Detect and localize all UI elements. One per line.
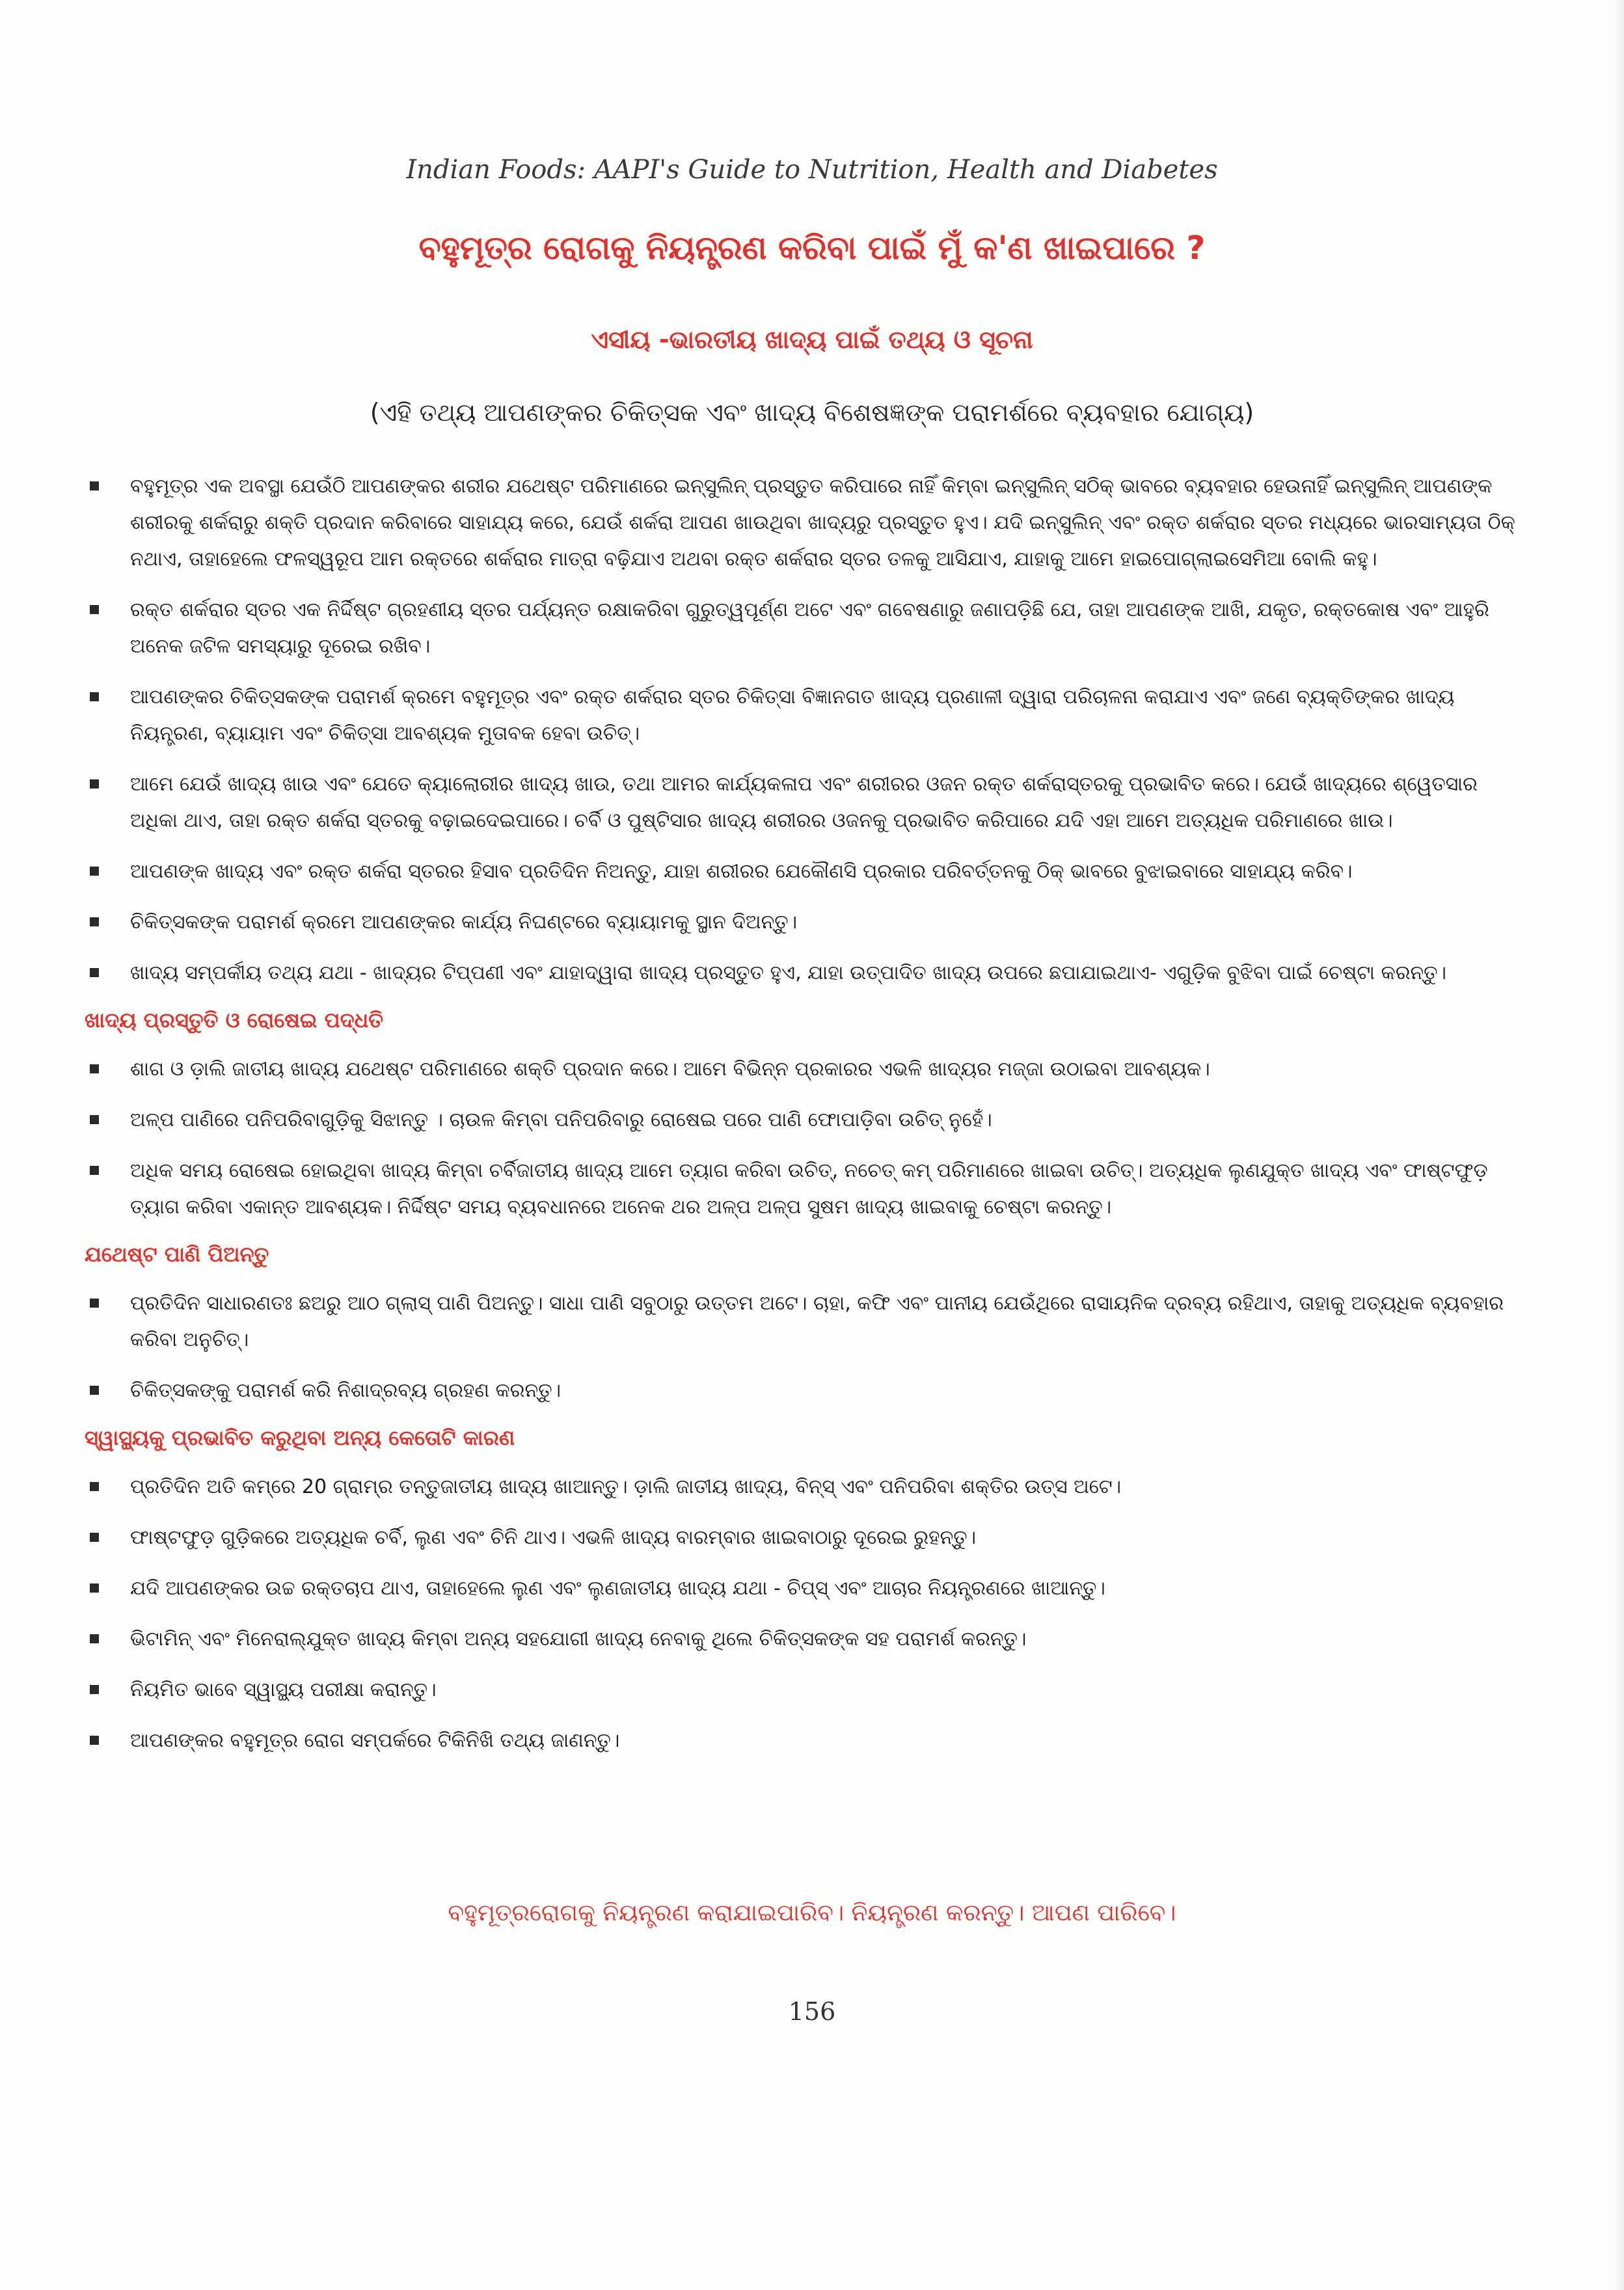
bullet-icon: [90, 968, 99, 977]
list-item: [85, 1373, 1522, 1409]
bullet-icon: [90, 1685, 99, 1694]
bullet-icon: [90, 1064, 99, 1073]
list-item: [85, 1672, 1522, 1708]
bullet-icon: [90, 605, 99, 614]
list-item: [85, 1051, 1522, 1088]
bullet-icon: [90, 1583, 99, 1593]
list-item-text: ଯଦି ଆପଣଙ୍କର ଉଚ୍ଚ ରକ୍ତଚାପ ଥାଏ, ତାହାହେଲେ ଲୁଣ ଏବଂ ଲୁଣଜାତୀୟ ଖାଦ୍ୟ ଯଥା - ଚିପ୍‌ସ୍ ଏବଂ ଆଚାର ନିୟନ୍ତ୍ରଣରେ ଖାଆନ୍ତୁ।: [130, 1577, 1105, 1600]
list-item-text: ଚିକିତ୍ସକଙ୍କୁ ପରାମର୍ଶ କରି ନିଶାଦ୍ରବ୍ୟ ଗ୍ରହଣ କରନ୍ତୁ।: [130, 1379, 562, 1402]
list-item-text: ଆପଣଙ୍କର ବହୁମୂତ୍ର ରୋଗ ସମ୍ପର୍କରେ ଟିକିନିଖି ତଥ୍ୟ ଜାଣନ୍ତୁ।: [130, 1729, 620, 1752]
bullet-icon: [90, 917, 99, 926]
section-heading: ଯଥେଷ୍ଟ ପାଣି ପିଅନ୍ତୁ: [85, 1242, 269, 1267]
page-subtitle: ଏସୀୟ -ଭାରତୀୟ ଖାଦ୍ୟ ପାଇଁ ତଥ୍ୟ ଓ ସୂଚନା: [591, 325, 1033, 354]
list-item: [85, 766, 1522, 839]
list-item-text: ଫାଷ୍ଟଫୁଡ଼ ଗୁଡ଼ିକରେ ଅତ୍ୟଧିକ ଚର୍ବି, ଲୁଣ ଏବଂ ଚିନି ଥାଏ। ଏଭଳି ଖାଦ୍ୟ ବାରମ୍ବାର ଖାଇବାଠାରୁ ଦୂରେଇ ରୁହନ୍ତୁ।: [130, 1526, 977, 1549]
bullet-icon: [90, 867, 99, 876]
list-item-text: ଶାଗ ଓ ଡ଼ାଲି ଜାତୀୟ ଖାଦ୍ୟ ଯଥେଷ୍ଟ ପରିମାଣରେ ଶକ୍ତି ପ୍ରଦାନ କରେ। ଆମେ ବିଭିନ୍ନ ପ୍ରକାରର ଏଭଳି ଖାଦ୍ୟର ମଜ୍ଜା ଉଠାଇବା ଆବଶ୍ୟକ।: [130, 1058, 1210, 1081]
list-item-text: ଆପଣଙ୍କର ଚିକିତ୍ସକଙ୍କ ପରାମର୍ଶ କ୍ରମେ ବହୁମୂତ୍ର ଏବଂ ରକ୍ତ ଶର୍କରାର ସ୍ତର ଚିକିତ୍ସା ବିଜ୍ଞାନଗତ ଖାଦ୍ୟ ପ୍ରଣାଳୀ ଦ୍ୱାରା ପରିଚାଳନା କରାଯାଏ ଏବଂ ଜଣେ ବ୍ୟକ୍ତିଙ୍କର ଖାଦ୍ୟ ନିୟନ୍ତ୍ରଣ, ବ୍ୟାୟାମ ଏବଂ ଚିକିତ୍ସା ଆବଶ୍ୟକ ମୁତାବକ ହେବା ଉଚିତ୍।: [130, 686, 1455, 745]
bullet-icon: [90, 1482, 99, 1491]
footer-slogan: ବହୁମୂତ୍ରରୋଗକୁ ନିୟନ୍ତ୍ରଣ କରାଯାଇପାରିବ। ନିୟନ୍ତ୍ରଣ କରନ୍ତୁ। ଆପଣ ପାରିବେ।: [448, 1900, 1176, 1926]
page-number: 156: [788, 1997, 836, 2026]
list-item-text: ଚିକିତ୍ସକଙ୍କ ପରାମର୍ଶ କ୍ରମେ ଆପଣଙ୍କର କାର୍ଯ୍ୟ ନିଘଣ୍ଟରେ ବ୍ୟାୟାମକୁ ସ୍ଥାନ ଦିଅନ୍ତୁ।: [130, 911, 798, 934]
list-item: [85, 1102, 1522, 1138]
list-item: [85, 1153, 1522, 1226]
list-item-text: ରକ୍ତ ଶର୍କରାର ସ୍ତର ଏକ ନିର୍ଦ୍ଦିଷ୍ଟ ଗ୍ରହଣୀୟ ସ୍ତର ପର୍ଯ୍ୟନ୍ତ ରକ୍ଷାକରିବା ଗୁରୁତ୍ୱପୂର୍ଣ୍ଣ ଅଟେ ଏବଂ ଗବେଷଣାରୁ ଜଣାପଡ଼ିଛି ଯେ, ତାହା ଆପଣଙ୍କ ଆଖି, ଯକୃତ, ରକ୍ତକୋଷ ଏବଂ ଆହୁରି ଅନେକ ଜଟିଳ ସମସ୍ୟାରୁ ଦୂରେଇ ରଖିବ।: [130, 599, 1489, 658]
list-item: [85, 1469, 1522, 1505]
list-item-text: ଆମେ ଯେଉଁ ଖାଦ୍ୟ ଖାଉ ଏବଂ ଯେତେ କ୍ୟାଲୋରୀର ଖାଦ୍ୟ ଖାଉ, ତଥା ଆମର କାର୍ଯ୍ୟକଳାପ ଏବଂ ଶରୀରର ଓଜନ ରକ୍ତ ଶର୍କରାସ୍ତରକୁ ପ୍ରଭାବିତ କରେ। ଯେଉଁ ଖାଦ୍ୟରେ ଶ୍ୱେତସାର ଅଧିକା ଥାଏ, ତାହା ରକ୍ତ ଶର୍କରା ସ୍ତରକୁ ବଢ଼ାଇଦେଇପାରେ। ଚର୍ବି ଓ ପୁଷ୍ଟିସାର ଖାଦ୍ୟ ଶରୀରର ଓଜନକୁ ପ୍ରଭାବିତ କରିପାରେ ଯଦି ଏହା ଆମେ ଅତ୍ୟଧିକ ପରିମାଣରେ ଖାଉ।: [130, 773, 1478, 832]
bullet-icon: [90, 779, 99, 788]
running-header: Indian Foods: AAPI's Guide to Nutrition, Health and Diabetes: [406, 155, 1218, 185]
bullet-icon: [90, 1299, 99, 1308]
list-item: [85, 1286, 1522, 1358]
list-item: [85, 854, 1522, 890]
bullet-icon: [90, 1386, 99, 1395]
list-item-text: ଖାଦ୍ୟ ସମ୍ପର୍କୀୟ ତଥ୍ୟ ଯଥା - ଖାଦ୍ୟର ଟିପ୍ପଣୀ ଏବଂ ଯାହାଦ୍ୱାରା ଖାଦ୍ୟ ପ୍ରସ୍ତୁତ ହୁଏ, ଯାହା ଉତ୍ପାଦିତ ଖାଦ୍ୟ ଉପରେ ଛପାଯାଇଥାଏ- ଏଗୁଡ଼ିକ ବୁଝିବା ପାଇଁ ଚେଷ୍ଟା କରନ୍ତୁ।: [130, 962, 1447, 984]
bullet-icon: [90, 1115, 99, 1124]
content-body: [85, 468, 1522, 1773]
list-item-text: ନିୟମିତ ଭାବେ ସ୍ୱାସ୍ଥ୍ୟ ପରୀକ୍ଷା କରାନ୍ତୁ।: [130, 1678, 437, 1701]
bullet-icon: [90, 1533, 99, 1542]
list-item-text: ପ୍ରତିଦିନ ସାଧାରଣତଃ ଛଅରୁ ଆଠ ଗ୍ଲାସ୍ ପାଣି ପିଅନ୍ତୁ। ସାଧା ପାଣି ସବୁଠାରୁ ଉତ୍ତମ ଅଟେ। ଚାହା, କଫି ଏବଂ ପାନୀୟ ଯେଉଁଥିରେ ରାସାୟନିକ ଦ୍ରବ୍ୟ ରହିଥାଏ, ତାହାକୁ ଅତ୍ୟଧିକ ବ୍ୟବହାର କରିବା ଅନୁଚିତ୍।: [130, 1292, 1504, 1351]
section-heading: ସ୍ୱାସ୍ଥ୍ୟକୁ ପ୍ରଭାବିତ କରୁଥିବା ଅନ୍ୟ କେତୋଟି କାରଣ: [85, 1425, 515, 1450]
page-title: ବହୁମୂତ୍ର ରୋଗକୁ ନିୟନ୍ତ୍ରଣ କରିବା ପାଇଁ ମୁଁ କ'ଣ ଖାଇପାରେ ?: [418, 229, 1206, 267]
list-item-text: ଅଧିକ ସମୟ ରୋଷେଇ ହୋଇଥିବା ଖାଦ୍ୟ କିମ୍ବା ଚର୍ବିଜାତୀୟ ଖାଦ୍ୟ ଆମେ ତ୍ୟାଗ କରିବା ଉଚିତ୍, ନଚେତ୍ କମ୍ ପରିମାଣରେ ଖାଇବା ଉଚିତ୍। ଅତ୍ୟଧିକ ଲୁଣଯୁକ୍ତ ଖାଦ୍ୟ ଏବଂ ଫାଷ୍ଟଫୁଡ଼ ତ୍ୟାଗ କରିବା ଏକାନ୍ତ ଆବଶ୍ୟକ। ନିର୍ଦ୍ଦିଷ୍ଟ ସମୟ ବ୍ୟବଧାନରେ ଅନେକ ଥର ଅଳ୍ପ ଅଳ୍ପ ସୁଷମ ଖାଦ୍ୟ ଖାଇବାକୁ ଚେଷ୍ଟା କରନ୍ତୁ।: [130, 1159, 1488, 1219]
list-item: [85, 1723, 1522, 1759]
bullet-icon: [90, 692, 99, 701]
bullet-icon: [90, 1736, 99, 1745]
list-item: [85, 679, 1522, 752]
list-item-text: ଆପଣଙ୍କ ଖାଦ୍ୟ ଏବଂ ରକ୍ତ ଶର୍କରା ସ୍ତରର ହିସାବ ପ୍ରତିଦିନ ନିଅନ୍ତୁ, ଯାହା ଶରୀରର ଯେକୌଣସି ପ୍ରକାର ପରିବର୍ତ୍ତନକୁ ଠିକ୍ ଭାବରେ ବୁଝାଇବାରେ ସାହାଯ୍ୟ କରିବ।: [130, 860, 1353, 883]
usage-note: (ଏହି ତଥ୍ୟ ଆପଣଙ୍କର ଚିକିତ୍ସକ ଏବଂ ଖାଦ୍ୟ ବିଶେଷଜ୍ଞଙ୍କ ପରାମର୍ଶରେ ବ୍ୟବହାର ଯୋଗ୍ୟ): [370, 398, 1254, 427]
section-drink-water: [85, 1240, 1522, 1409]
list-item-text: ପ୍ରତିଦିନ ଅତି କମ୍‌ରେ 20 ଗ୍ରାମ୍‌ର ତନ୍ତୁଜାତୀୟ ଖାଦ୍ୟ ଖାଆନ୍ତୁ। ଡ଼ାଲି ଜାତୀୟ ଖାଦ୍ୟ, ବିନ୍‌ସ୍ ଏବଂ ପନିପରିବା ଶକ୍ତିର ଉତ୍ସ ଅଟେ।: [130, 1475, 1122, 1498]
list-item: [85, 468, 1522, 578]
list-item: [85, 1570, 1522, 1607]
bullet-icon: [90, 1166, 99, 1175]
section-food-preparation: [85, 1006, 1522, 1226]
list-item: [85, 904, 1522, 941]
list-item-text: ଅଳ୍ପ ପାଣିରେ ପନିପରିବାଗୁଡ଼ିକୁ ସିଝାନ୍ତୁ । ଚାଉଳ କିମ୍ବା ପନିପରିବାରୁ ରୋଷେଇ ପରେ ପାଣି ଫୋପାଡ଼ିବା ଉଚିତ୍ ନୁହେଁ।: [130, 1109, 992, 1131]
list-item: [85, 1621, 1522, 1658]
bullet-icon: [90, 481, 99, 491]
list-item: [85, 1520, 1522, 1556]
intro-list: [85, 468, 1522, 991]
section-other-factors: [85, 1423, 1522, 1759]
list-item: [85, 592, 1522, 665]
bullet-icon: [90, 1634, 99, 1643]
list-item-text: ବହୁମୂତ୍ର ଏକ ଅବସ୍ଥା ଯେଉଁଠି ଆପଣଙ୍କର ଶରୀର ଯଥେଷ୍ଟ ପରିମାଣରେ ଇନ୍‌ସୁଲିନ୍ ପ୍ରସ୍ତୁତ କରିପାରେ ନାହିଁ କିମ୍ବା ଇନ୍‌ସୁଲିନ୍ ସଠିକ୍ ଭାବରେ ବ୍ୟବହାର ହେଉନାହିଁ ଇନ୍‌ସୁଲିନ୍ ଆପଣଙ୍କ ଶରୀରକୁ ଶର୍କରାରୁ ଶକ୍ତି ପ୍ରଦାନ କରିବାରେ ସାହାଯ୍ୟ କରେ, ଯେଉଁ ଶର୍କରା ଆପଣ ଖାଉଥିବା ଖାଦ୍ୟରୁ ପ୍ରସ୍ତୁତ ହୁଏ। ଯଦି ଇନ୍‌ସୁଲିନ୍ ଏବଂ ରକ୍ତ ଶର୍କରାର ସ୍ତର ମଧ୍ୟରେ ଭାରସାମ୍ୟତା ଠିକ୍ ନଥାଏ, ତାହାହେଲେ ଫଳସ୍ୱରୂପ ଆମ ରକ୍ତରେ ଶର୍କରାର ମାତ୍ରା ବଢ଼ିଯାଏ ଅଥବା ରକ୍ତ ଶର୍କରାର ସ୍ତର ତଳକୁ ଆସିଯାଏ, ଯାହାକୁ ଆମେ ହାଇପୋଗ୍ଲାଇସେମିଆ ବୋଲି କହୁ।: [130, 475, 1515, 571]
list-item: [85, 955, 1522, 991]
list-item-text: ଭିଟାମିନ୍ ଏବଂ ମିନେରାଲ୍‌ଯୁକ୍ତ ଖାଦ୍ୟ କିମ୍ବା ଅନ୍ୟ ସହଯୋଗୀ ଖାଦ୍ୟ ନେବାକୁ ଥିଲେ ଚିକିତ୍ସକଙ୍କ ସହ ପରାମର୍ଶ କରନ୍ତୁ।: [130, 1628, 1027, 1650]
section-heading: ଖାଦ୍ୟ ପ୍ରସ୍ତୁତି ଓ ରୋଷେଇ ପଦ୍ଧତି: [85, 1008, 384, 1032]
